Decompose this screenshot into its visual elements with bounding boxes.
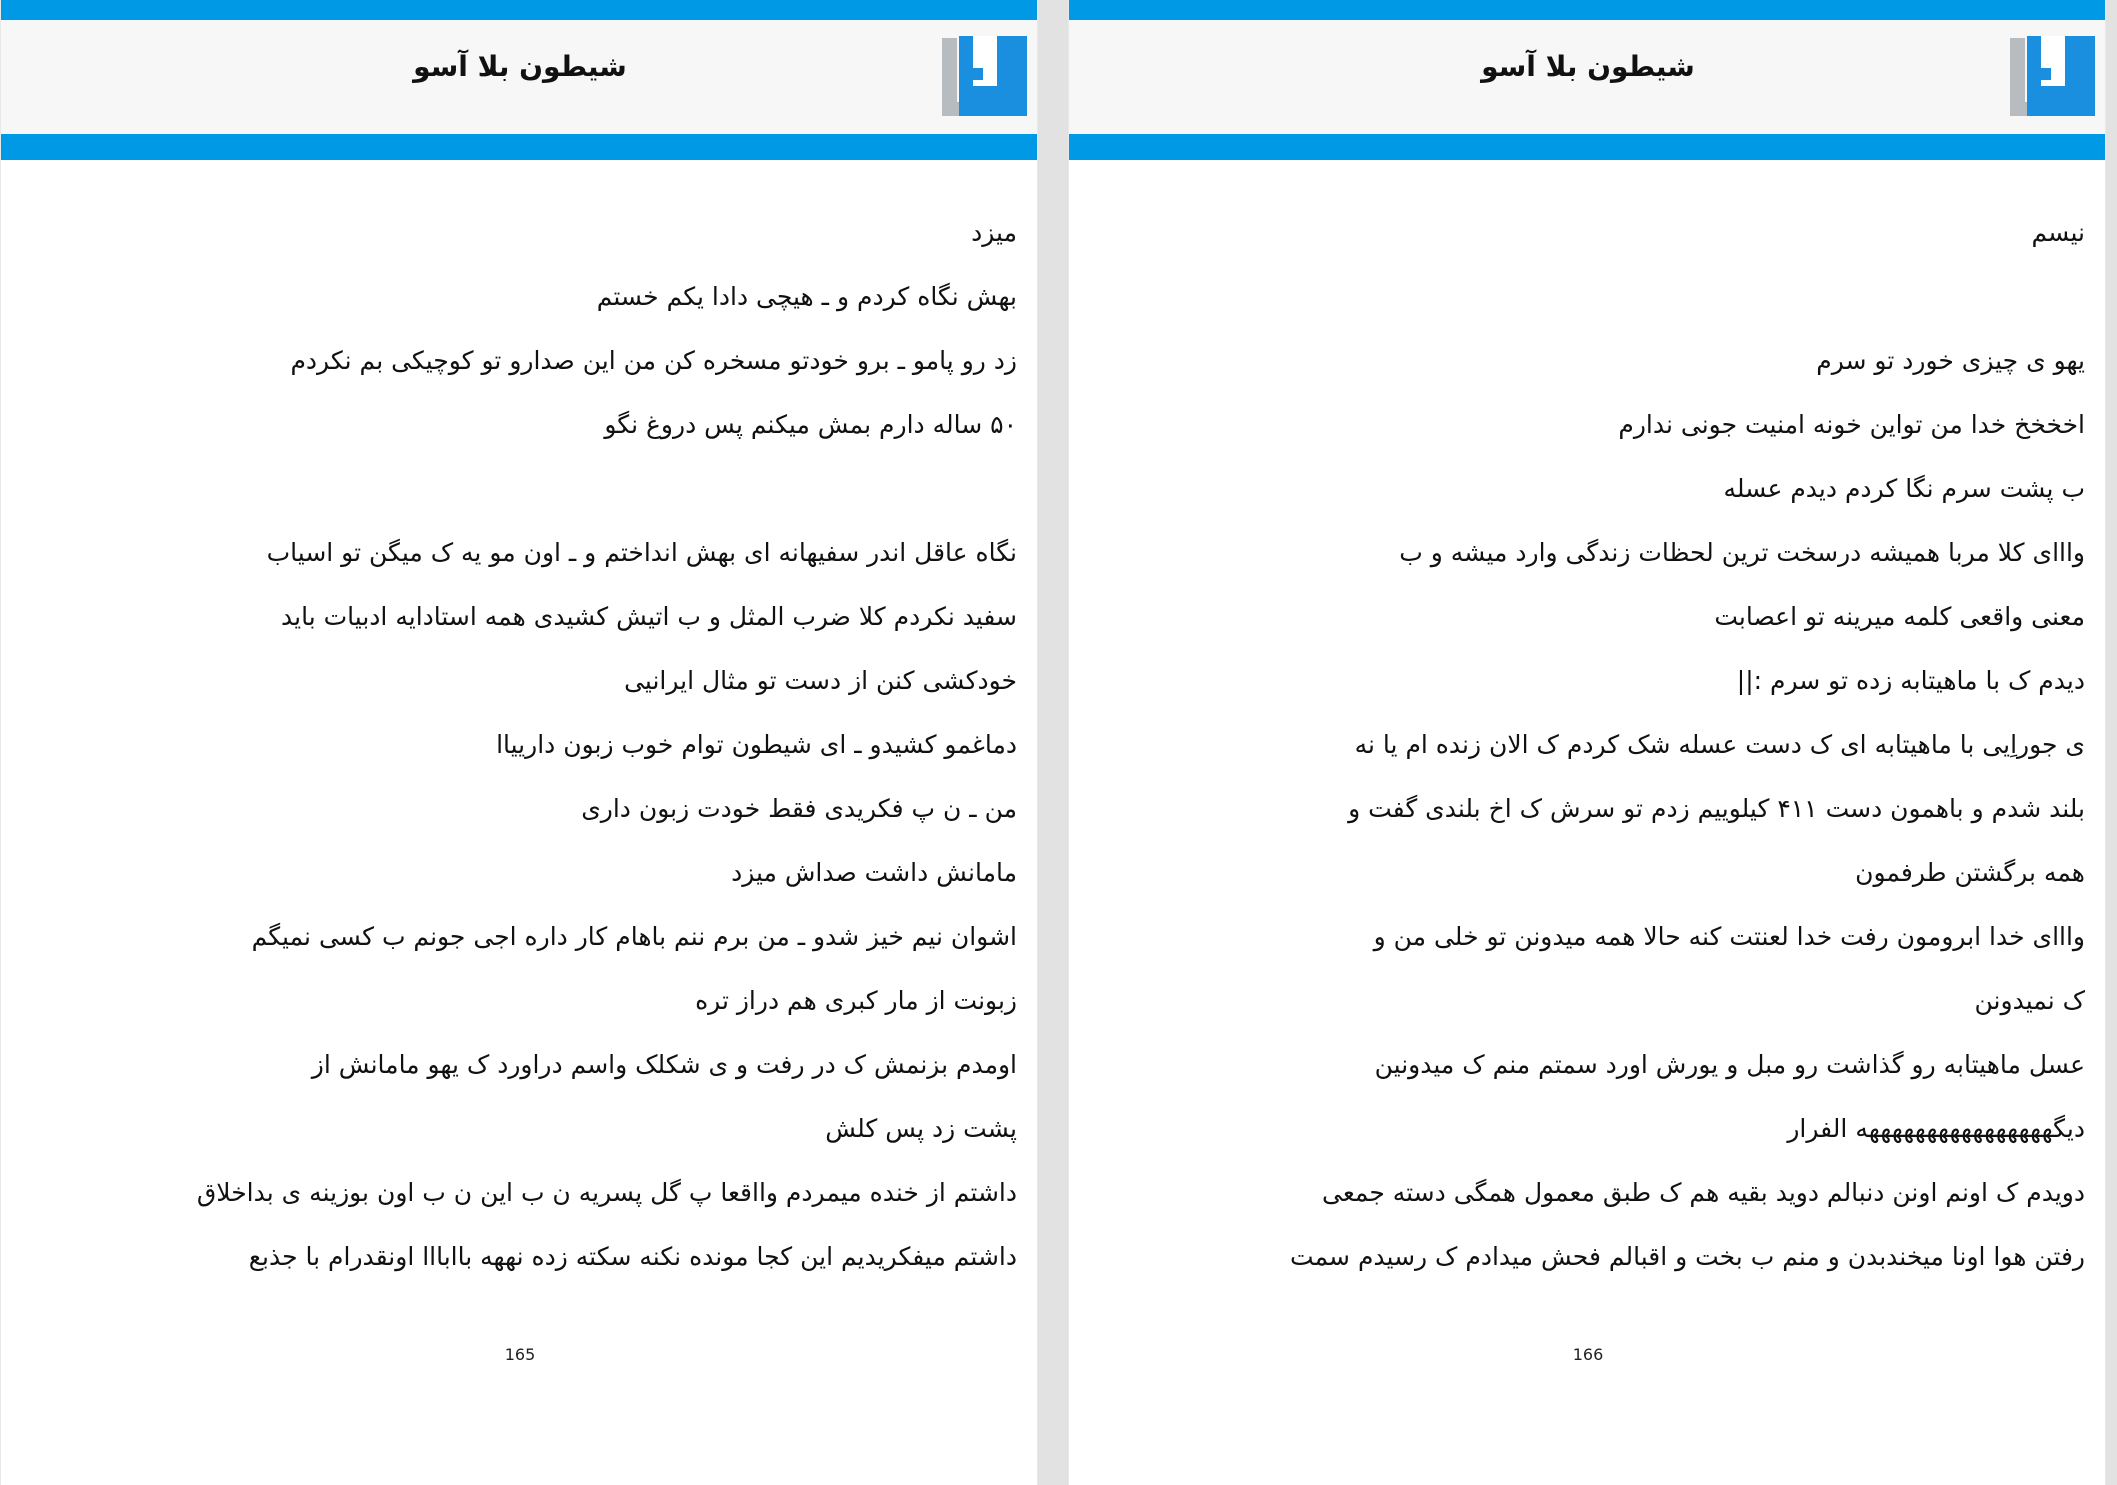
- header-bottom-bar: [1069, 134, 2105, 160]
- text-line: خودکشی کنن از دست تو مثال ایرانیی: [624, 666, 1017, 695]
- text-line: من ـ ن پ فکریدی فقط خودت زبون داری: [581, 794, 1017, 823]
- header-bottom-bar: [1, 134, 1037, 160]
- text-line: وااای خدا ابرومون رفت خدا لعنتت کنه حالا همه میدونن تو خلی من و: [1373, 922, 2085, 951]
- text-line: اخخخخ خدا من تواین خونه امنیت جونی ندارم: [1618, 410, 2085, 439]
- text-line: ب پشت سرم نگا کردم دیدم عسله: [1723, 474, 2085, 503]
- text-line: عسل ماهیتابه رو گذاشت رو مبل و یورش اورد سمتم منم ک میدونین: [1374, 1050, 2085, 1079]
- book-page-right: [1068, 0, 2106, 1485]
- page-number: 166: [1572, 1345, 1604, 1364]
- text-line: داشتم از خنده میمردم وااقعا پ گل پسریه ن ب این ن ب اون بوزینه ی بداخلاق: [196, 1178, 1017, 1207]
- text-line: بلند شدم و باهمون دست ۴۱۱ کیلوییم زدم تو سرش ک اخ بلندی گفت و: [1348, 794, 2085, 823]
- text-line: داشتم میفکریدیم این کجا مونده نکنه سکته زده نههه باابااا اونقدرام با جذبع: [248, 1242, 1017, 1271]
- text-line: اشوان نیم خیز شدو ـ من برم ننم باهام کار داره اجی جونم ب کسی نمیگم: [251, 922, 1017, 951]
- text-line: اومدم بزنمش ک در رفت و ی شکلک واسم دراورد ک یهو مامانش از: [311, 1050, 1017, 1079]
- text-line: نگاه عاقل اندر سفیهانه ای بهش انداختم و ـ اون مو یه ک میگن تو اسیاب: [266, 538, 1017, 567]
- text-line: ۵۰ ساله دارم بمش میکنم پس دروغ نگو: [604, 410, 1017, 439]
- book-page-left: [0, 0, 1038, 1485]
- text-line: دیگههههههههههههههههه الفرار: [1787, 1114, 2085, 1143]
- text-line: پشت زد پس کلش: [825, 1114, 1017, 1143]
- text-line: ی جوراِیی با ماهیتابه ای ک دست عسله شک کردم ک الان زنده ام یا نه: [1354, 730, 2085, 759]
- text-line: نیسم: [2031, 218, 2085, 247]
- text-line: همه برگشتن طرفمون: [1855, 858, 2085, 887]
- text-line: زد رو پامو ـ برو خودتو مسخره کن من این صدارو تو کوچیکی بم نکردم: [290, 346, 1017, 375]
- text-line: دماغمو کشیدو ـ ای شیطون توام خوب زبون دارییاا: [496, 730, 1017, 759]
- text-line: ک نمیدونن: [1974, 986, 2085, 1015]
- page-number: 165: [504, 1345, 536, 1364]
- text-line: یهو ی چیزی خورد تو سرم: [1816, 346, 2085, 375]
- text-line: بهش نگاه کردم و ـ هیچی دادا یکم خستم: [596, 282, 1017, 311]
- text-line: دویدم ک اونم اونن دنبالم دوید بقیه هم ک طبق معمول همگی دسته جمعی: [1321, 1178, 2085, 1207]
- book-title: شیطون بلا آسو: [1481, 50, 1695, 83]
- text-line: میزد: [971, 218, 1017, 247]
- header-top-bar: [1, 0, 1037, 20]
- text-line: سفید نکردم کلا ضرب المثل و ب اتیش کشیدی همه استادایه ادبیات باید: [281, 602, 1017, 631]
- book-title: شیطون بلا آسو: [413, 50, 627, 83]
- header-top-bar: [1069, 0, 2105, 20]
- text-line: دیدم ک با ماهیتابه زده تو سرم :||: [1736, 666, 2085, 695]
- text-line: وااای کلا مربا همیشه درسخت ترین لحظات زندگی وارد میشه و ب: [1399, 538, 2085, 567]
- text-line: مامانش داشت صداش میزد: [731, 858, 1017, 887]
- text-line: زبونت از مار کبری هم دراز تره: [695, 986, 1017, 1015]
- text-line: معنی واقعی کلمه میرینه تو اعصابت: [1714, 602, 2085, 631]
- text-line: رفتن هوا اونا میخندبدن و منم ب بخت و اقبالم فحش میدادم ک رسیدم سمت: [1290, 1242, 2085, 1271]
